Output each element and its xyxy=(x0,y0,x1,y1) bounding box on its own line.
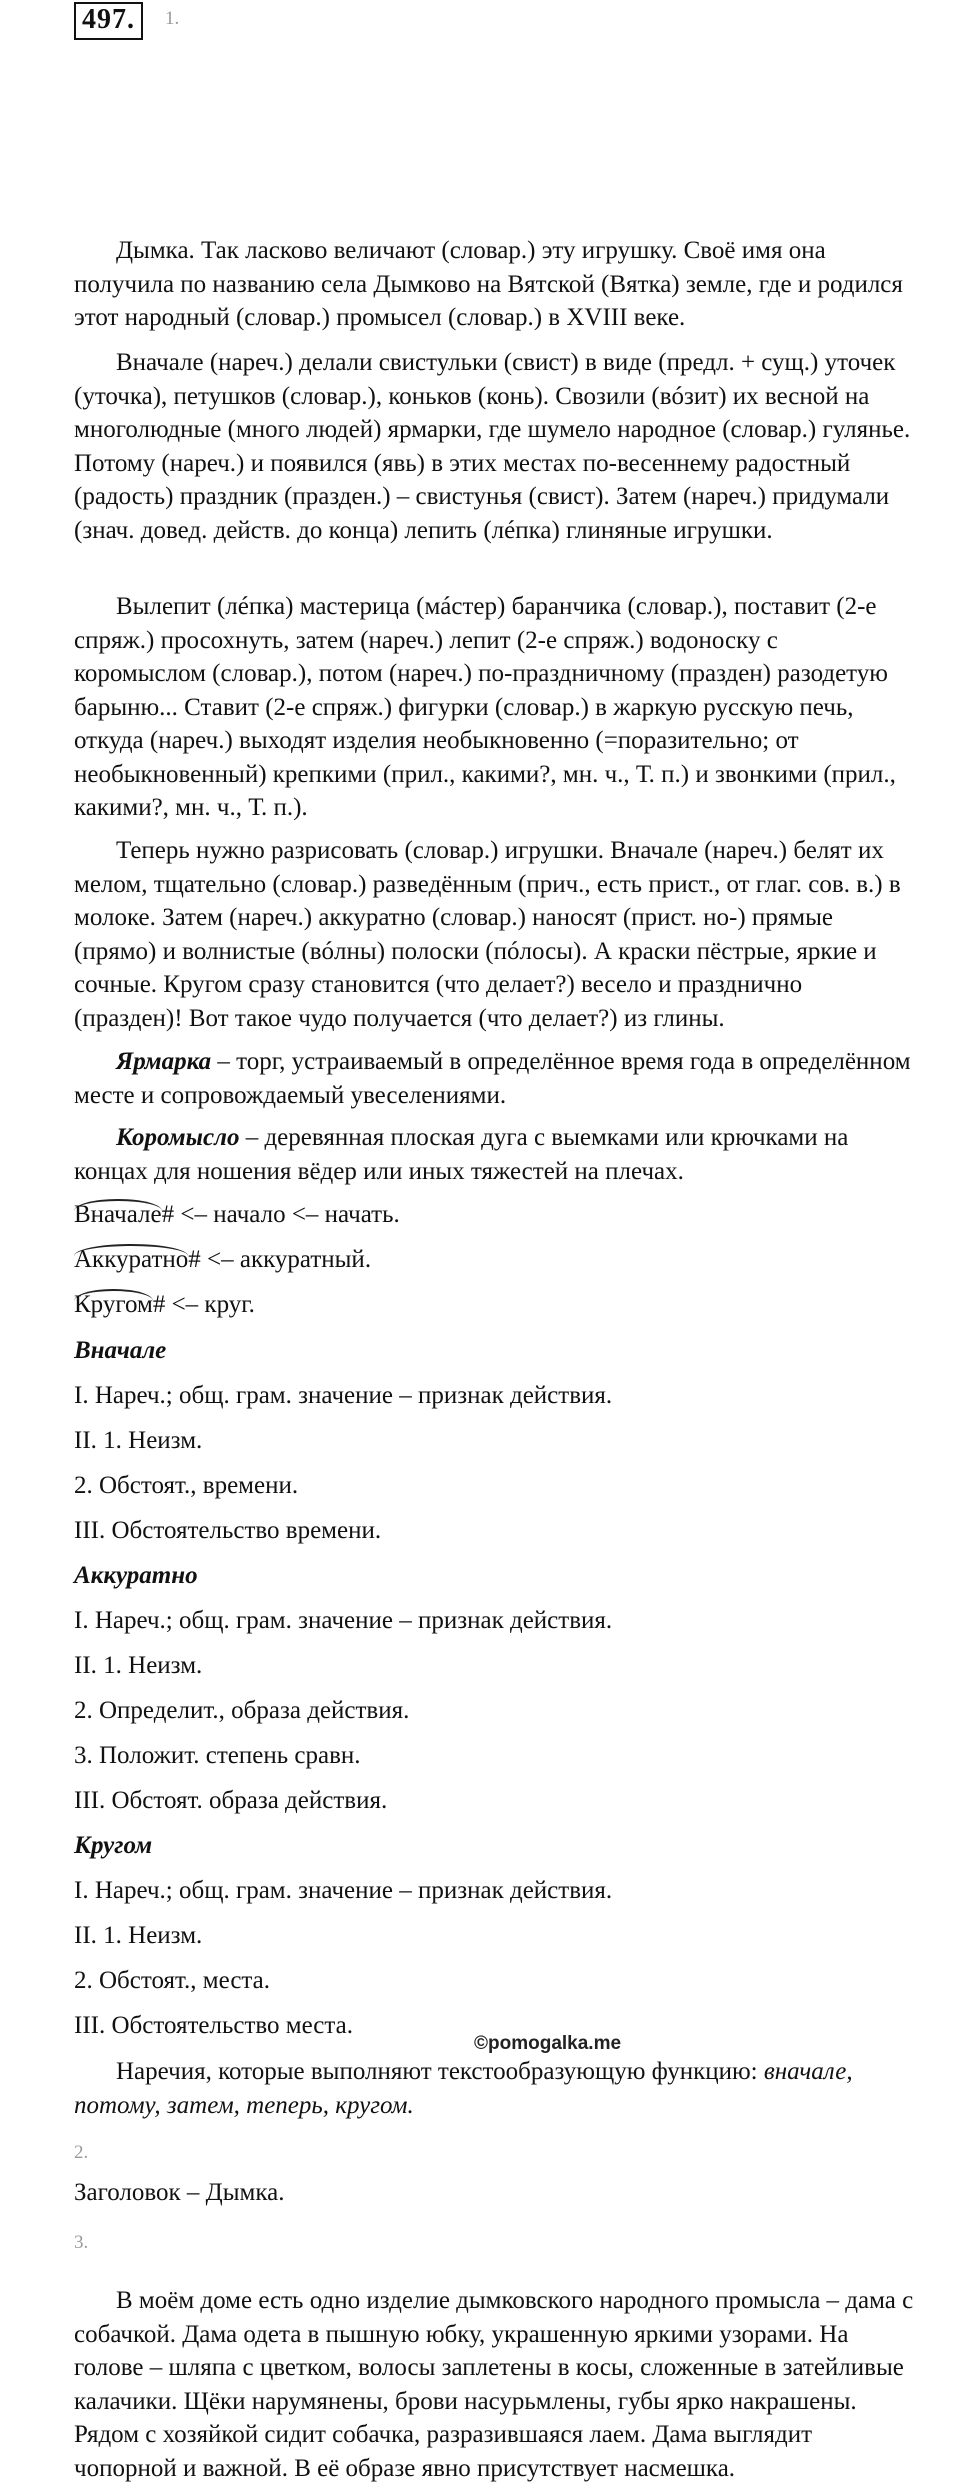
derivation-word: Кругом xyxy=(74,1291,153,1318)
part-2-label: 2. xyxy=(74,2142,89,2163)
definition-text: – деревянная плоская дуга с выемками или крючками на концах для ношения вёдер или иных тяжестей на плечах. xyxy=(74,1124,849,1185)
definition-koromyslo xyxy=(74,1121,914,1188)
paragraph-1: Дымка. Так ласково величают (словар.) эту игрушку. Своё имя она получила по названию села Дымково на Вятской (Вятка) земле, где и родился этот народный (словар.) промысел (словар.) в XVIII веке. xyxy=(74,237,903,331)
definition-text: – торг, устраиваемый в определённое время года в определённом месте и сопровождаемый увеселениями. xyxy=(74,1048,911,1109)
part-3-label: 3. xyxy=(74,2232,89,2253)
parsing-title-akkuratno: Аккуратно xyxy=(74,1562,198,1589)
parsing-line: III. Обстоят. образа действия. xyxy=(74,1787,388,1814)
parsing-title-krugom: Кругом xyxy=(74,1832,153,1859)
parsing-line: III. Обстоятельство времени. xyxy=(74,1517,382,1544)
derivation-chain: # <– начало <– начать. xyxy=(161,1201,400,1228)
parsing-line: I. Нареч.; общ. грам. значение – признак действия. xyxy=(74,1877,613,1904)
parsing-line: I. Нареч.; общ. грам. значение – признак действия. xyxy=(74,1382,613,1409)
parsing-line: 2. Обстоят., места. xyxy=(74,1967,270,1994)
definition-term: Коромысло xyxy=(116,1124,240,1151)
definition-yarmarka xyxy=(74,1045,914,1112)
derivation-vnachale xyxy=(74,1198,400,1231)
derivation-word: Аккуратно xyxy=(74,1246,189,1273)
adverbs-note xyxy=(74,2055,914,2122)
derivation-chain: # <– аккуратный. xyxy=(188,1246,372,1273)
essay-paragraph: В моём доме есть одно изделие дымковского народного промысла – дама с собачкой. Дама одета в пышную юбку, украшенную яркими узорами. На голове – шляпа с цветком, волосы заплетены в косы, сложенные в затейливые калачики. Щёки нарумянены, брови насурьмлены, губы ярко накрашены. Рядом с хозяйкой сидит собачка, разразившаяся лаем. Дама выглядит чопорной и важной. В её образе явно присутствует насмешка. xyxy=(74,2287,914,2482)
parsing-line: II. 1. Неизм. xyxy=(74,1427,203,1454)
parsing-line: II. 1. Неизм. xyxy=(74,1652,203,1679)
watermark: ©pomogalka.me xyxy=(474,2033,622,2054)
definition-term: Ярмарка xyxy=(116,1048,212,1075)
derivation-akkuratno xyxy=(74,1243,371,1276)
part-1-label: 1. xyxy=(165,8,180,29)
paragraph-4: Теперь нужно разрисовать (словар.) игрушки. Вначале (нареч.) белят их мелом, тщательно (словар.) разведённым (прич., есть прист., от глаг. сов. в.) в молоке. Затем (нареч.) аккуратно (словар.) наносят (прист. но-) прямые (прямо) и волнистые (вóлны) полоски (пóлосы). А краски пёстрые, яркие и сочные. Кругом сразу становится (что делает?) весело и празднично (празден)! Вот такое чудо получается (что делает?) из глины. xyxy=(74,837,901,1032)
paragraph-2: Вначале (нареч.) делали свистульки (свист) в виде (предл. + сущ.) уточек (уточка), петушков (словар.), коньков (конь). Свозили (вóзит) их весной на многолюдные (много людей) ярмарки, где шумело народное (словар.) гулянье. Потому (нареч.) и появился (явь) в этих местах по-весеннему радостный (радость) праздник (празден.) – свистунья (свист). Затем (нареч.) придумали (знач. довед. действ. до конца) лепить (лéпка) глиняные игрушки. xyxy=(74,349,911,544)
paragraph-3: Вылепит (лéпка) мастерица (мáстер) баранчика (словар.), поставит (2-е спряж.) просохнуть, затем (нареч.) лепит (2-е спряж.) водоноску с коромыслом (словар.), потом (нареч.) по-праздничному (празден) разодетую барыню... Ставит (2-е спряж.) фигурки (словар.) в жаркую русскую печь, откуда (нареч.) выходят изделия необыкновенно (=поразительно; от необыкновенный) крепкими (прил., какими?, мн. ч., Т. п.) и звонкими (прил., какими?, мн. ч., Т. п.). xyxy=(74,593,896,821)
parsing-line: III. Обстоятельство места. xyxy=(74,2012,353,2039)
adverbs-list: вначале, потому, затем, теперь, кругом. xyxy=(74,2058,853,2119)
parsing-line: 3. Положит. степень сравн. xyxy=(74,1742,361,1769)
parsing-line: 2. Определит., образа действия. xyxy=(74,1697,410,1724)
parsing-line: II. 1. Неизм. xyxy=(74,1922,203,1949)
derivation-word: Вначале xyxy=(74,1201,162,1228)
exercise-number: 497. xyxy=(74,2,143,40)
derivation-chain: # <– круг. xyxy=(152,1291,255,1318)
title-line: Заголовок – Дымка. xyxy=(74,2179,285,2206)
adverbs-intro: Наречия, которые выполняют текстообразующую функцию: xyxy=(116,2058,764,2085)
exercise-header xyxy=(74,2,179,40)
parsing-line: I. Нареч.; общ. грам. значение – признак действия. xyxy=(74,1607,613,1634)
parsing-line: 2. Обстоят., времени. xyxy=(74,1472,299,1499)
parsing-title-vnachale: Вначале xyxy=(74,1337,167,1364)
derivation-krugom xyxy=(74,1288,255,1321)
